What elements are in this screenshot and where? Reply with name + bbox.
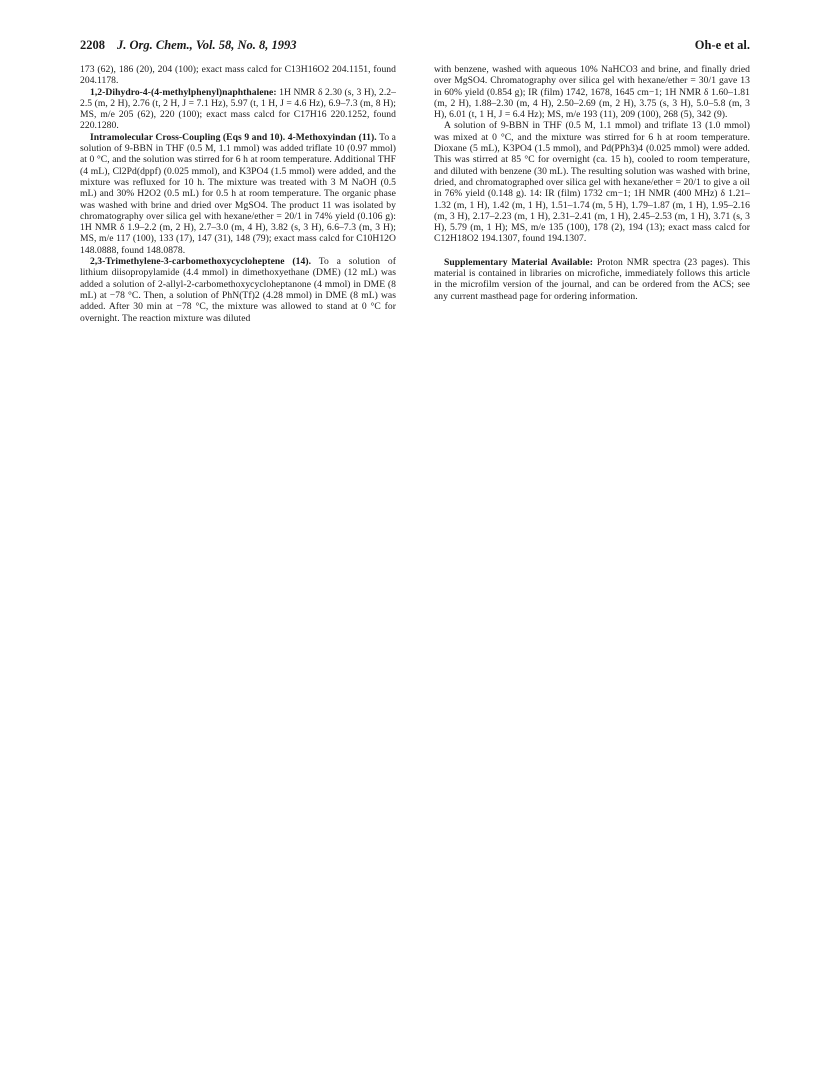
paragraph-text: To a solution of 9-BBN in THF (0.5 M, 1.1 mmol) was added triflate 10 (0.97 mmol) at 0 °C, and the solution was stirred for 6 h at room temperature. Additional THF (4 mL), Cl2Pd(dppf) (0.025 mmol), and K3PO4 (1.5 mmol) were added, and the mixture was refluxed for 10 h. The mixture was treated with 3 M NaOH (0.5 mL) and 30% H2O2 (0.5 mL) for 0.5 h at room temperature. The organic phase was washed with brine and dried over MgSO4. The product 11 was isolated by chromatography over silica gel with hexane/ether = 20/1 in 74% yield (0.106 g): 1H NMR δ 1.9–2.2 (m, 2 H), 2.7–3.0 (m, 4 H), 3.82 (s, 3 H), 6.6–7.3 (m, 3 H); MS, m/e 117 (100), 133 (17), 147 (31), 148 (79); exact mass calcd for C10H12O 148.0888, found 148.0878.: [80, 131, 396, 256]
left-paragraph-2: [80, 87, 396, 132]
paragraph-text: To a solution of lithium diisopropylamide (4.4 mmol) in dimethoxyethane (DME) (12 mL) was added a solution of 2-allyl-2-carbomethoxycycloheptanone (4 mmol) in DME (8 mL) at −78 °C. Then, a solution of PhN(Tf)2 (4.28 mmol) in DME (8 mL) was added. After 30 min at −78 °C, the mixture was allowed to stand at 0 °C for overnight. The reaction mixture was diluted: [80, 256, 396, 324]
journal-citation: J. Org. Chem., Vol. 58, No. 8, 1993: [117, 38, 297, 52]
left-paragraph-3: [80, 132, 396, 256]
supplementary-heading: Supplementary Material Available:: [444, 256, 593, 268]
running-authors: Oh-e et al.: [694, 38, 750, 52]
running-header: [80, 38, 750, 56]
left-column: [80, 64, 396, 324]
compound-heading: 2,3-Trimethylene-3-carbomethoxycycloheptene (14).: [90, 256, 312, 268]
supplementary-text: Proton NMR spectra (23 pages). This material is contained in libraries on microfiche, immediately follows this article in the microfilm version of the journal, and can be ordered from the ACS; see any current masthead page for ordering information.: [434, 256, 750, 302]
right-column: [434, 64, 750, 302]
page-number: 2208: [80, 38, 105, 52]
right-paragraph-2: A solution of 9-BBN in THF (0.5 M, 1.1 mmol) and triflate 13 (1.0 mmol) was mixed at 0 °C, and the mixture was stirred for 6 h at room temperature. Dioxane (5 mL), K3PO4 (1.5 mmol), and Pd(PPh3)4 (0.025 mmol) were added. This was stirred at 85 °C for overnight (ca. 15 h), cooled to room temperature, and diluted with benzene (30 mL). The resulting solution was washed with brine, dried, and chromatographed over silica gel with hexane/ether = 20/1 to give a oil in 76% yield (0.148 g). 14: IR (film) 1732 cm−1; 1H NMR (400 MHz) δ 1.21–1.32 (m, 1 H), 1.42 (m, 1 H), 1.51–1.74 (m, 5 H), 1.79–1.87 (m, 1 H), 1.95–2.16 (m, 3 H), 2.17–2.23 (m, 1 H), 2.31–2.41 (m, 1 H), 2.45–2.53 (m, 1 H), 3.71 (s, 3 H), 5.79 (m, 1 H); MS, m/e 135 (100), 178 (2), 194 (13); exact mass calcd for C12H18O2 194.1307, found 194.1307.: [434, 120, 750, 245]
paragraph-text: 1H NMR δ 2.30 (s, 3 H), 2.2–2.5 (m, 2 H), 2.76 (t, 2 H, J = 7.1 Hz), 5.97 (t, 1 H, J = 4.6 Hz), 6.9–7.3 (m, 8 H); MS, m/e 205 (62), 220 (100); exact mass calcd for C17H16 220.1252, found 220.1280.: [80, 86, 396, 132]
supplementary-material: [434, 257, 750, 302]
left-paragraph-4: [80, 256, 396, 324]
compound-heading: 1,2-Dihydro-4-(4-methylphenyl)naphthalene:: [90, 86, 277, 98]
right-paragraph-1: with benzene, washed with aqueous 10% NaHCO3 and brine, and finally dried over MgSO4. Chromatography over silica gel with hexane/ether = 30/1 gave 13 in 60% yield (0.854 g); IR (film) 1742, 1678, 1645 cm−1; 1H NMR δ 1.60–1.81 (m, 2 H), 1.88–2.30 (m, 4 H), 2.50–2.69 (m, 2 H), 3.75 (s, 3 H), 5.0–5.8 (m, 3 H), 6.01 (t, 1 H, J = 6.4 Hz); MS, m/e 193 (11), 209 (100), 268 (5), 342 (9).: [434, 64, 750, 121]
section-heading: Intramolecular Cross-Coupling (Eqs 9 and 10). 4-Methoxyindan (11).: [90, 131, 377, 143]
left-paragraph-1: 173 (62), 186 (20), 204 (100); exact mass calcd for C13H16O2 204.1151, found 204.1178.: [80, 64, 396, 87]
